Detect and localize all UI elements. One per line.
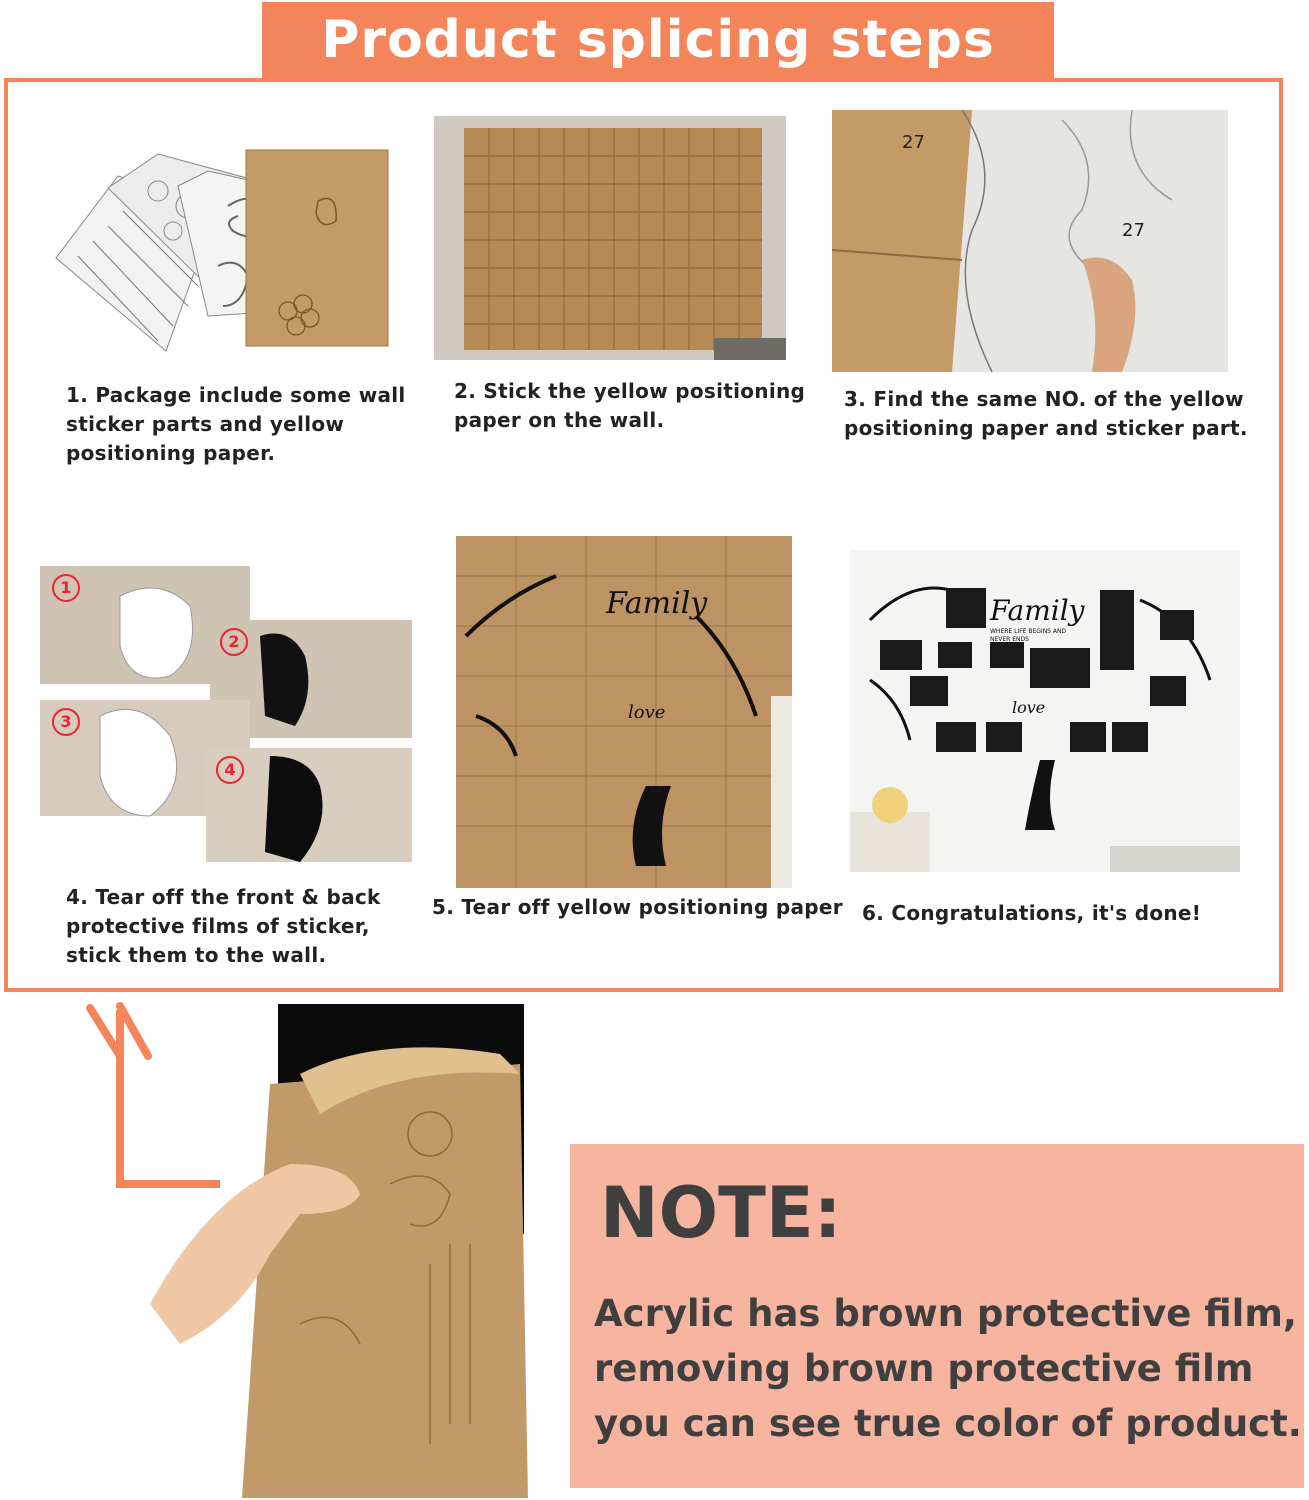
substep-4-marker: 4 <box>216 756 244 784</box>
substep-1-marker: 1 <box>52 574 80 602</box>
step-4-caption: 4. Tear off the front & back protective films of sticker, stick them to the wall. <box>66 885 381 967</box>
substep-2-marker: 2 <box>220 628 248 656</box>
family-sign-text: Family <box>606 586 708 621</box>
step-5-caption: 5. Tear off yellow positioning paper <box>432 895 843 919</box>
step-1-caption: 1. Package include some wall sticker parts and yellow positioning paper. <box>66 383 406 465</box>
step-2-photo <box>434 116 786 360</box>
step-3-caption: 3. Find the same NO. of the yellow positioning paper and sticker part. <box>844 387 1248 440</box>
step-6-photo <box>850 550 1240 872</box>
family-tagline-2: NEVER ENDS <box>990 636 1029 643</box>
step-3-photo <box>832 110 1228 372</box>
note-body <box>594 1286 1302 1451</box>
note-line: removing brown protective film <box>594 1347 1254 1390</box>
step-5-photo <box>456 536 792 888</box>
note-heading: NOTE: <box>600 1172 842 1254</box>
love-text: love <box>628 702 666 723</box>
step-1-photo <box>48 146 398 356</box>
family-tagline-1: WHERE LIFE BEGINS AND <box>990 628 1067 635</box>
part-number-label-brown: 27 <box>902 132 925 153</box>
step-2-caption: 2. Stick the yellow positioning paper on the wall. <box>454 379 806 432</box>
note-box <box>570 1144 1304 1488</box>
part-number-label-white: 27 <box>1122 220 1145 241</box>
acrylic-board-photo <box>150 1004 546 1498</box>
note-line: Acrylic has brown protective film, <box>594 1292 1297 1335</box>
family-sign-final: Family <box>990 594 1085 627</box>
title-banner <box>262 2 1054 78</box>
love-text-final: love <box>1012 698 1046 717</box>
page-title: Product splicing steps <box>321 10 995 70</box>
substep-3-marker: 3 <box>52 708 80 736</box>
step-6-caption: 6. Congratulations, it's done! <box>862 901 1202 925</box>
step-4-photo <box>40 566 412 862</box>
note-line: you can see true color of product. <box>594 1402 1302 1445</box>
